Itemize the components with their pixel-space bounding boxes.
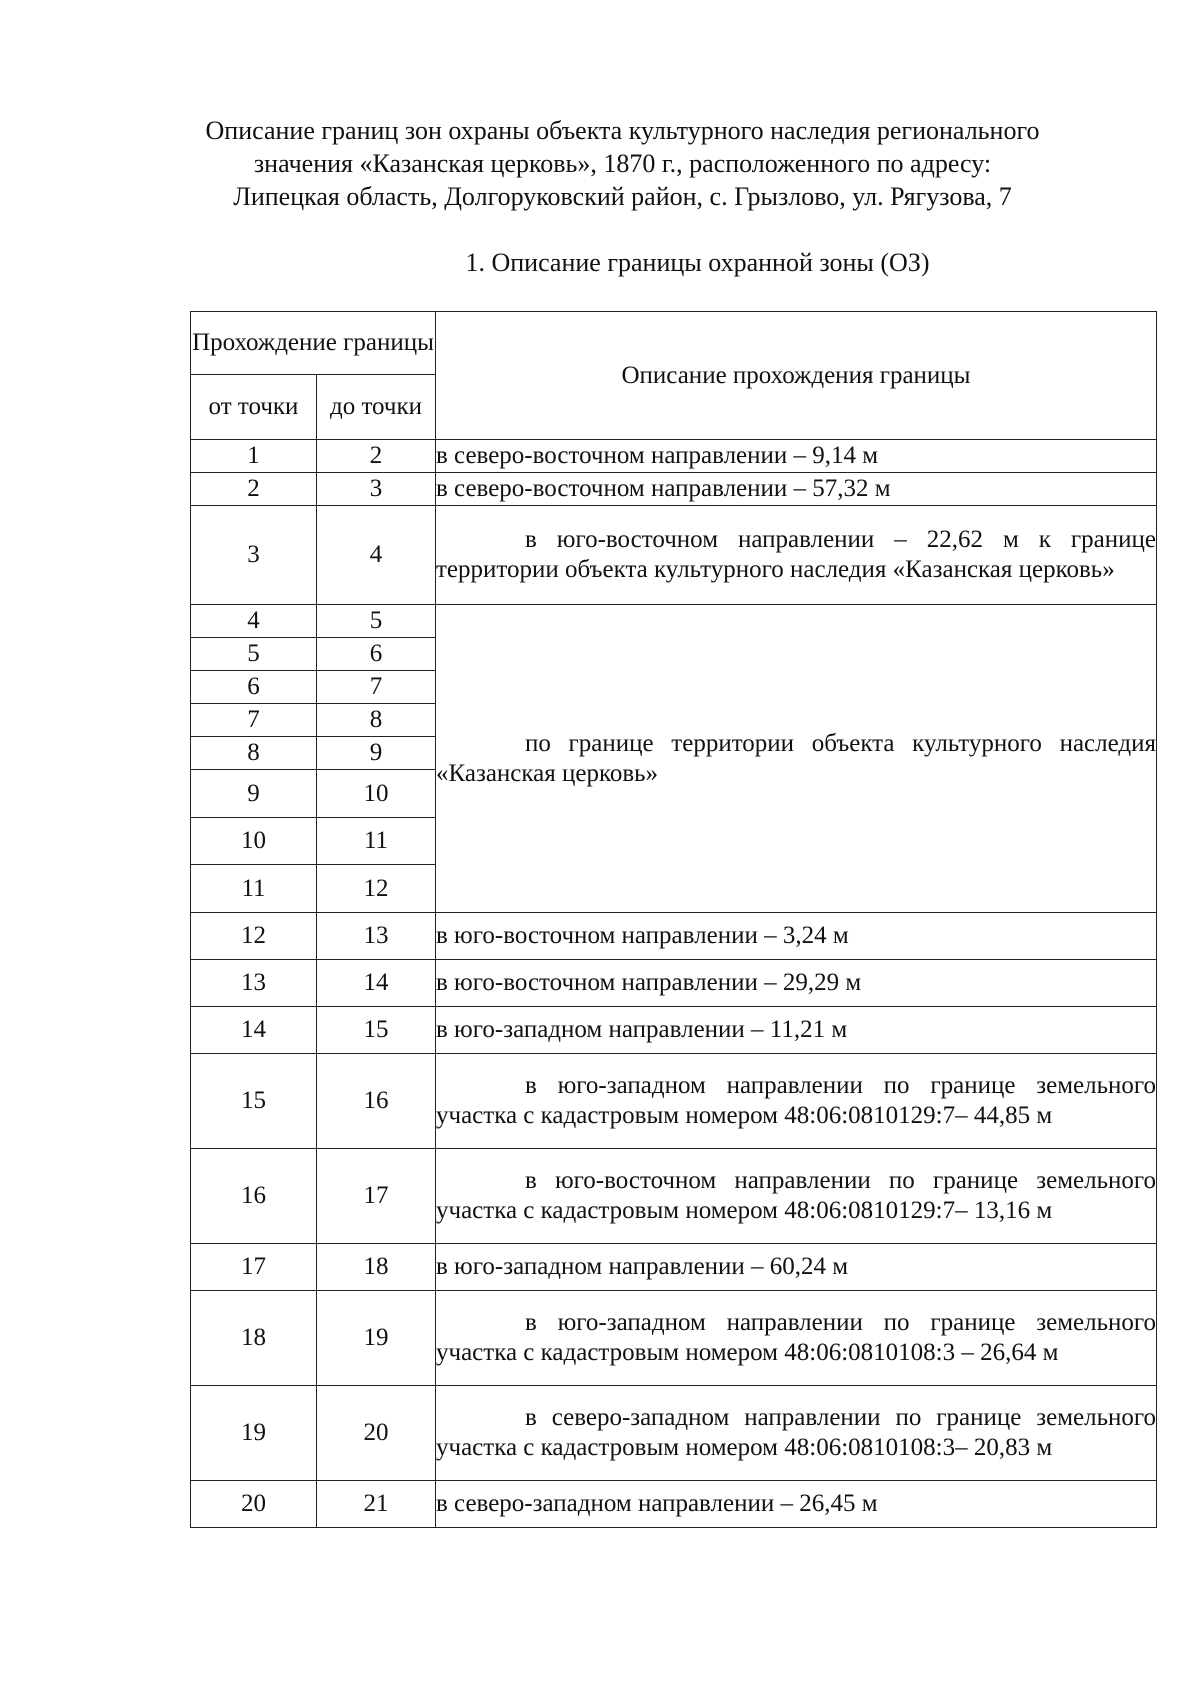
boundary-table (190, 311, 1157, 1528)
table-row (191, 1149, 1157, 1244)
heading-line-3: Липецкая область, Долгоруковский район, с. Грызлово, ул. Рягузова, 7 (233, 182, 1012, 211)
cell-to: 5 (317, 605, 436, 638)
cell-from: 17 (191, 1244, 317, 1291)
cell-from: 9 (191, 770, 317, 818)
cell-to: 8 (317, 704, 436, 737)
cell-from: 10 (191, 818, 317, 865)
section-title (190, 246, 1055, 279)
section-title-text: 1. Описание границы охранной зоны (ОЗ) (465, 248, 930, 277)
cell-description (436, 605, 1157, 913)
description-text: в юго-восточном направлении по границе земельного участка с кадастровым номером 48:06:0810129:7– 13,16 м (436, 1167, 1156, 1224)
cell-to: 18 (317, 1244, 436, 1291)
cell-description (436, 1054, 1157, 1149)
cell-to: 6 (317, 638, 436, 671)
header-description: Описание прохождения границы (436, 312, 1157, 440)
header-from: от точки (191, 375, 317, 440)
heading-line-2: значения «Казанская церковь», 1870 г., расположенного по адресу: (253, 149, 992, 178)
description-text: по границе территории объекта культурного наследия «Казанская церковь» (436, 729, 1156, 787)
cell-to: 12 (317, 865, 436, 913)
cell-description: в юго-восточном направлении – 29,29 м (436, 960, 1157, 1007)
cell-description: в юго-западном направлении – 60,24 м (436, 1244, 1157, 1291)
cell-from: 12 (191, 913, 317, 960)
header-group: Прохождение границы (191, 312, 436, 375)
cell-from: 5 (191, 638, 317, 671)
cell-from: 11 (191, 865, 317, 913)
table-row (191, 605, 1157, 638)
table-row (191, 506, 1157, 605)
cell-to: 10 (317, 770, 436, 818)
table-row (191, 1007, 1157, 1054)
cell-to: 2 (317, 440, 436, 473)
cell-from: 14 (191, 1007, 317, 1054)
cell-from: 6 (191, 671, 317, 704)
cell-to: 11 (317, 818, 436, 865)
table-row (191, 913, 1157, 960)
description-text: в северо-западном направлении по границе земельного участка с кадастровым номером 48:06:0810108:3– 20,83 м (436, 1404, 1156, 1461)
cell-to: 17 (317, 1149, 436, 1244)
document-heading (190, 114, 1055, 213)
cell-from: 18 (191, 1291, 317, 1386)
table-row (191, 1244, 1157, 1291)
cell-to: 20 (317, 1386, 436, 1481)
cell-from: 7 (191, 704, 317, 737)
cell-from: 16 (191, 1149, 317, 1244)
cell-to: 16 (317, 1054, 436, 1149)
cell-from: 8 (191, 737, 317, 770)
cell-to: 15 (317, 1007, 436, 1054)
description-text: в юго-восточном направлении – 22,62 м к границе территории объекта культурного наследия «Казанская церковь» (436, 526, 1156, 583)
table-row (191, 1291, 1157, 1386)
cell-description (436, 1149, 1157, 1244)
cell-to: 4 (317, 506, 436, 605)
cell-from: 3 (191, 506, 317, 605)
table-row (191, 960, 1157, 1007)
cell-from: 19 (191, 1386, 317, 1481)
table-row (191, 1054, 1157, 1149)
description-text: в юго-западном направлении по границе земельного участка с кадастровым номером 48:06:0810129:7– 44,85 м (436, 1072, 1156, 1129)
table-row (191, 473, 1157, 506)
cell-description: в северо-восточном направлении – 9,14 м (436, 440, 1157, 473)
description-text: в юго-западном направлении по границе земельного участка с кадастровым номером 48:06:0810108:3 – 26,64 м (436, 1309, 1156, 1366)
cell-to: 21 (317, 1481, 436, 1528)
cell-from: 13 (191, 960, 317, 1007)
cell-to: 9 (317, 737, 436, 770)
table-row (191, 1481, 1157, 1528)
cell-from: 15 (191, 1054, 317, 1149)
cell-to: 14 (317, 960, 436, 1007)
cell-to: 7 (317, 671, 436, 704)
heading-line-1: Описание границ зон охраны объекта культурного наследия регионального (205, 116, 1040, 145)
cell-description: в юго-восточном направлении – 3,24 м (436, 913, 1157, 960)
header-to: до точки (317, 375, 436, 440)
cell-from: 20 (191, 1481, 317, 1528)
cell-description (436, 1386, 1157, 1481)
cell-to: 3 (317, 473, 436, 506)
table-row (191, 440, 1157, 473)
cell-from: 4 (191, 605, 317, 638)
cell-description: в юго-западном направлении – 11,21 м (436, 1007, 1157, 1054)
cell-to: 19 (317, 1291, 436, 1386)
cell-description: в северо-западном направлении – 26,45 м (436, 1481, 1157, 1528)
cell-description (436, 506, 1157, 605)
cell-description (436, 1291, 1157, 1386)
cell-from: 2 (191, 473, 317, 506)
cell-from: 1 (191, 440, 317, 473)
cell-description: в северо-восточном направлении – 57,32 м (436, 473, 1157, 506)
table-row (191, 1386, 1157, 1481)
cell-to: 13 (317, 913, 436, 960)
